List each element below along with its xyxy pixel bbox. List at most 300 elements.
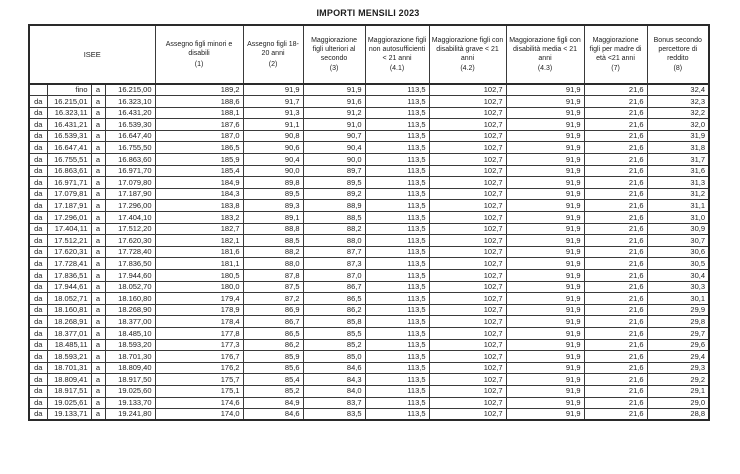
value-cell: 21,6 <box>584 165 647 177</box>
isee-a-cell: a <box>91 270 105 282</box>
value-cell: 88,0 <box>303 235 365 247</box>
isee-to-cell: 18.268,90 <box>105 304 155 316</box>
column-header-label: Maggiorazione figli non autosufficienti < 21 anni <box>367 36 427 62</box>
isee-from-cell: 17.836,51 <box>47 270 91 282</box>
isee-da-cell: da <box>29 281 47 293</box>
value-cell: 113,5 <box>365 212 429 224</box>
value-cell: 113,5 <box>365 246 429 258</box>
table-row <box>29 142 709 154</box>
isee-from-cell: 17.620,31 <box>47 246 91 258</box>
value-cell: 91,9 <box>506 107 584 119</box>
value-cell: 113,5 <box>365 200 429 212</box>
isee-from-cell: 17.404,11 <box>47 223 91 235</box>
value-cell: 31,6 <box>647 165 709 177</box>
isee-from-cell: 16.539,31 <box>47 130 91 142</box>
isee-da-cell: da <box>29 212 47 224</box>
value-cell: 91,9 <box>506 130 584 142</box>
value-cell: 91,9 <box>506 84 584 96</box>
value-cell: 113,5 <box>365 351 429 363</box>
isee-da-cell: da <box>29 258 47 270</box>
value-cell: 91,9 <box>506 200 584 212</box>
isee-to-cell: 17.296,00 <box>105 200 155 212</box>
isee-to-cell: 17.620,30 <box>105 235 155 247</box>
value-cell: 21,6 <box>584 362 647 374</box>
value-cell: 31,2 <box>647 188 709 200</box>
isee-da-cell: da <box>29 246 47 258</box>
isee-da-cell: da <box>29 142 47 154</box>
value-cell: 187,6 <box>155 119 243 131</box>
isee-da-cell: da <box>29 362 47 374</box>
value-cell: 183,8 <box>155 200 243 212</box>
table-row <box>29 327 709 339</box>
value-cell: 91,9 <box>506 119 584 131</box>
value-cell: 91,9 <box>506 316 584 328</box>
value-cell: 87,8 <box>243 270 303 282</box>
value-cell: 189,2 <box>155 84 243 96</box>
table-row <box>29 223 709 235</box>
value-cell: 87,3 <box>303 258 365 270</box>
value-cell: 91,7 <box>243 96 303 108</box>
isee-to-cell: 16.647,40 <box>105 130 155 142</box>
isee-a-cell: a <box>91 142 105 154</box>
isee-da-cell: da <box>29 119 47 131</box>
column-header-label: Maggiorazione figli con disabilità grave < 21 anni <box>431 36 504 62</box>
isee-a-cell: a <box>91 165 105 177</box>
table-row <box>29 362 709 374</box>
value-cell: 113,5 <box>365 374 429 386</box>
table-row <box>29 374 709 386</box>
isee-from-cell: fino <box>47 84 91 96</box>
value-cell: 29,1 <box>647 385 709 397</box>
isee-a-cell: a <box>91 188 105 200</box>
value-cell: 21,6 <box>584 397 647 409</box>
value-cell: 102,7 <box>429 374 506 386</box>
value-cell: 180,5 <box>155 270 243 282</box>
isee-to-cell: 18.052,70 <box>105 281 155 293</box>
value-cell: 186,5 <box>155 142 243 154</box>
isee-da-cell: da <box>29 188 47 200</box>
isee-a-cell: a <box>91 177 105 189</box>
column-header-code: (2) <box>268 60 278 68</box>
table-row <box>29 200 709 212</box>
isee-from-cell: 18.485,11 <box>47 339 91 351</box>
value-cell: 102,7 <box>429 142 506 154</box>
isee-from-cell: 18.268,91 <box>47 316 91 328</box>
value-cell: 102,7 <box>429 362 506 374</box>
isee-da-cell: da <box>29 107 47 119</box>
value-cell: 21,6 <box>584 327 647 339</box>
value-cell: 32,0 <box>647 119 709 131</box>
value-cell: 113,5 <box>365 339 429 351</box>
value-cell: 91,9 <box>506 281 584 293</box>
value-cell: 31,1 <box>647 200 709 212</box>
value-cell: 180,0 <box>155 281 243 293</box>
value-cell: 91,9 <box>243 84 303 96</box>
value-cell: 113,5 <box>365 304 429 316</box>
isee-from-cell: 18.377,01 <box>47 327 91 339</box>
value-cell: 176,2 <box>155 362 243 374</box>
value-cell: 91,2 <box>303 107 365 119</box>
isee-from-cell: 18.809,41 <box>47 374 91 386</box>
value-cell: 21,6 <box>584 258 647 270</box>
value-cell: 91,9 <box>506 385 584 397</box>
value-cell: 29,4 <box>647 351 709 363</box>
value-cell: 31,8 <box>647 142 709 154</box>
column-header-code: (4.2) <box>460 65 475 73</box>
value-cell: 21,6 <box>584 107 647 119</box>
column-header-assegno-minori <box>155 25 243 84</box>
column-header-disabilita-media <box>506 25 584 84</box>
value-cell: 88,2 <box>303 223 365 235</box>
value-cell: 113,5 <box>365 316 429 328</box>
value-cell: 31,7 <box>647 154 709 166</box>
column-header-label: Bonus secondo percettore di reddito <box>653 36 702 62</box>
isee-to-cell: 17.836,50 <box>105 258 155 270</box>
column-header-code: (7) <box>611 65 620 73</box>
value-cell: 91,9 <box>506 327 584 339</box>
value-cell: 29,0 <box>647 397 709 409</box>
value-cell: 89,7 <box>303 165 365 177</box>
header-row <box>29 25 709 84</box>
value-cell: 21,6 <box>584 316 647 328</box>
value-cell: 102,7 <box>429 385 506 397</box>
value-cell: 181,6 <box>155 246 243 258</box>
value-cell: 84,9 <box>243 397 303 409</box>
value-cell: 102,7 <box>429 409 506 421</box>
value-cell: 85,6 <box>243 362 303 374</box>
table-row <box>29 154 709 166</box>
value-cell: 177,3 <box>155 339 243 351</box>
isee-to-cell: 16.323,10 <box>105 96 155 108</box>
value-cell: 102,7 <box>429 188 506 200</box>
value-cell: 102,7 <box>429 223 506 235</box>
value-cell: 21,6 <box>584 281 647 293</box>
isee-to-cell: 17.187,90 <box>105 188 155 200</box>
table-row <box>29 351 709 363</box>
value-cell: 102,7 <box>429 119 506 131</box>
value-cell: 30,9 <box>647 223 709 235</box>
value-cell: 89,2 <box>303 188 365 200</box>
value-cell: 21,6 <box>584 119 647 131</box>
value-cell: 113,5 <box>365 281 429 293</box>
column-header-assegno-18-20 <box>243 25 303 84</box>
isee-to-cell: 17.404,10 <box>105 212 155 224</box>
value-cell: 113,5 <box>365 165 429 177</box>
value-cell: 84,6 <box>243 409 303 421</box>
table-row <box>29 235 709 247</box>
column-header-code: (8) <box>673 65 683 73</box>
value-cell: 21,6 <box>584 130 647 142</box>
value-cell: 185,4 <box>155 165 243 177</box>
isee-to-cell: 16.755,50 <box>105 142 155 154</box>
table-row <box>29 119 709 131</box>
value-cell: 113,5 <box>365 258 429 270</box>
isee-da-cell: da <box>29 130 47 142</box>
value-cell: 31,9 <box>647 130 709 142</box>
value-cell: 87,0 <box>303 270 365 282</box>
isee-da-cell: da <box>29 165 47 177</box>
isee-from-cell: 19.025,61 <box>47 397 91 409</box>
isee-from-cell: 16.215,01 <box>47 96 91 108</box>
value-cell: 21,6 <box>584 142 647 154</box>
value-cell: 91,9 <box>506 96 584 108</box>
isee-a-cell: a <box>91 385 105 397</box>
value-cell: 91,9 <box>506 246 584 258</box>
value-cell: 91,9 <box>506 165 584 177</box>
value-cell: 88,5 <box>303 212 365 224</box>
value-cell: 30,3 <box>647 281 709 293</box>
value-cell: 175,1 <box>155 385 243 397</box>
isee-a-cell: a <box>91 258 105 270</box>
isee-from-cell: 17.187,91 <box>47 200 91 212</box>
table-body <box>29 84 709 420</box>
value-cell: 87,7 <box>303 246 365 258</box>
table-row <box>29 258 709 270</box>
value-cell: 113,5 <box>365 362 429 374</box>
table-row <box>29 270 709 282</box>
isee-from-cell: 18.160,81 <box>47 304 91 316</box>
value-cell: 30,6 <box>647 246 709 258</box>
table-row <box>29 281 709 293</box>
isee-from-cell: 16.323,11 <box>47 107 91 119</box>
value-cell: 181,1 <box>155 258 243 270</box>
isee-from-cell: 16.431,21 <box>47 119 91 131</box>
table-row <box>29 177 709 189</box>
isee-a-cell: a <box>91 246 105 258</box>
isee-from-cell: 17.512,21 <box>47 235 91 247</box>
isee-to-cell: 18.593,20 <box>105 339 155 351</box>
isee-to-cell: 18.701,30 <box>105 351 155 363</box>
isee-to-cell: 19.025,60 <box>105 385 155 397</box>
value-cell: 85,2 <box>243 385 303 397</box>
value-cell: 102,7 <box>429 165 506 177</box>
table-row <box>29 409 709 421</box>
value-cell: 29,8 <box>647 316 709 328</box>
value-cell: 182,7 <box>155 223 243 235</box>
value-cell: 183,2 <box>155 212 243 224</box>
value-cell: 21,6 <box>584 409 647 421</box>
value-cell: 21,6 <box>584 96 647 108</box>
value-cell: 85,0 <box>303 351 365 363</box>
column-header-label: Assegno figli 18-20 anni <box>247 41 299 58</box>
value-cell: 102,7 <box>429 351 506 363</box>
isee-to-cell: 16.971,70 <box>105 165 155 177</box>
isee-from-cell: 16.647,41 <box>47 142 91 154</box>
value-cell: 91,0 <box>303 119 365 131</box>
value-cell: 188,1 <box>155 107 243 119</box>
column-header-maggiorazione-ulteriori <box>303 25 365 84</box>
value-cell: 91,9 <box>506 362 584 374</box>
value-cell: 21,6 <box>584 235 647 247</box>
column-header-madre-under-21 <box>584 25 647 84</box>
value-cell: 21,6 <box>584 212 647 224</box>
value-cell: 29,6 <box>647 339 709 351</box>
table-row <box>29 397 709 409</box>
isee-a-cell: a <box>91 154 105 166</box>
value-cell: 184,3 <box>155 188 243 200</box>
isee-da-cell: da <box>29 385 47 397</box>
table-header <box>29 25 709 84</box>
table-row <box>29 316 709 328</box>
isee-from-cell: 17.296,01 <box>47 212 91 224</box>
value-cell: 113,5 <box>365 327 429 339</box>
value-cell: 32,4 <box>647 84 709 96</box>
value-cell: 90,0 <box>243 165 303 177</box>
table-row <box>29 107 709 119</box>
value-cell: 21,6 <box>584 385 647 397</box>
value-cell: 29,7 <box>647 327 709 339</box>
table-row <box>29 212 709 224</box>
value-cell: 30,1 <box>647 293 709 305</box>
isee-to-cell: 18.377,00 <box>105 316 155 328</box>
value-cell: 30,7 <box>647 235 709 247</box>
isee-da-cell: da <box>29 293 47 305</box>
value-cell: 113,5 <box>365 107 429 119</box>
value-cell: 88,9 <box>303 200 365 212</box>
value-cell: 113,5 <box>365 177 429 189</box>
value-cell: 29,9 <box>647 304 709 316</box>
isee-a-cell: a <box>91 351 105 363</box>
isee-a-cell: a <box>91 200 105 212</box>
column-header-bonus-secondo-percettore <box>647 25 709 84</box>
column-header-code: (4.3) <box>537 65 553 73</box>
value-cell: 86,9 <box>243 304 303 316</box>
isee-a-cell: a <box>91 96 105 108</box>
isee-from-cell: 17.728,41 <box>47 258 91 270</box>
value-cell: 91,9 <box>506 351 584 363</box>
column-header-label: Maggiorazione figli ulteriori al secondo <box>311 36 357 62</box>
value-cell: 102,7 <box>429 177 506 189</box>
isee-da-cell: da <box>29 339 47 351</box>
value-cell: 91,9 <box>506 304 584 316</box>
isee-a-cell: a <box>91 84 105 96</box>
table-row <box>29 188 709 200</box>
column-header-code: (4.1) <box>389 65 405 73</box>
value-cell: 89,5 <box>303 177 365 189</box>
value-cell: 113,5 <box>365 223 429 235</box>
value-cell: 21,6 <box>584 177 647 189</box>
value-cell: 179,4 <box>155 293 243 305</box>
isee-a-cell: a <box>91 107 105 119</box>
isee-da-cell: da <box>29 270 47 282</box>
isee-to-cell: 17.079,80 <box>105 177 155 189</box>
isee-from-cell: 16.971,71 <box>47 177 91 189</box>
value-cell: 184,9 <box>155 177 243 189</box>
value-cell: 21,6 <box>584 188 647 200</box>
isee-a-cell: a <box>91 119 105 131</box>
value-cell: 21,6 <box>584 374 647 386</box>
value-cell: 91,9 <box>506 409 584 421</box>
value-cell: 21,6 <box>584 200 647 212</box>
table-row <box>29 96 709 108</box>
value-cell: 89,1 <box>243 212 303 224</box>
table-row <box>29 165 709 177</box>
value-cell: 177,8 <box>155 327 243 339</box>
isee-a-cell: a <box>91 130 105 142</box>
value-cell: 84,6 <box>303 362 365 374</box>
value-cell: 91,9 <box>506 258 584 270</box>
isee-a-cell: a <box>91 212 105 224</box>
value-cell: 113,5 <box>365 154 429 166</box>
isee-to-cell: 19.133,70 <box>105 397 155 409</box>
isee-a-cell: a <box>91 281 105 293</box>
value-cell: 86,2 <box>303 304 365 316</box>
value-cell: 89,3 <box>243 200 303 212</box>
value-cell: 102,7 <box>429 281 506 293</box>
value-cell: 86,5 <box>243 327 303 339</box>
table-row <box>29 130 709 142</box>
value-cell: 91,9 <box>506 223 584 235</box>
value-cell: 90,6 <box>243 142 303 154</box>
value-cell: 91,9 <box>506 293 584 305</box>
isee-from-cell: 17.944,61 <box>47 281 91 293</box>
value-cell: 102,7 <box>429 316 506 328</box>
value-cell: 113,5 <box>365 397 429 409</box>
value-cell: 30,5 <box>647 258 709 270</box>
page-title: IMPORTI MENSILI 2023 <box>316 8 420 18</box>
value-cell: 88,2 <box>243 246 303 258</box>
isee-da-cell: da <box>29 96 47 108</box>
isee-a-cell: a <box>91 397 105 409</box>
value-cell: 102,7 <box>429 154 506 166</box>
column-header-label: Assegno figli minori e disabili <box>165 41 233 58</box>
table-row <box>29 246 709 258</box>
value-cell: 91,9 <box>303 84 365 96</box>
value-cell: 29,2 <box>647 374 709 386</box>
value-cell: 174,0 <box>155 409 243 421</box>
isee-da-cell: da <box>29 154 47 166</box>
value-cell: 85,2 <box>303 339 365 351</box>
value-cell: 90,8 <box>243 130 303 142</box>
value-cell: 113,5 <box>365 385 429 397</box>
isee-da-cell: da <box>29 374 47 386</box>
value-cell: 21,6 <box>584 246 647 258</box>
column-header-code: (3) <box>329 65 339 73</box>
isee-to-cell: 19.241,80 <box>105 409 155 421</box>
value-cell: 83,7 <box>303 397 365 409</box>
isee-to-cell: 18.917,50 <box>105 374 155 386</box>
value-cell: 188,6 <box>155 96 243 108</box>
value-cell: 176,7 <box>155 351 243 363</box>
value-cell: 91,9 <box>506 142 584 154</box>
value-cell: 174,6 <box>155 397 243 409</box>
value-cell: 102,7 <box>429 246 506 258</box>
isee-a-cell: a <box>91 235 105 247</box>
value-cell: 102,7 <box>429 293 506 305</box>
value-cell: 91,9 <box>506 374 584 386</box>
isee-a-cell: a <box>91 327 105 339</box>
value-cell: 83,5 <box>303 409 365 421</box>
isee-da-cell: da <box>29 409 47 421</box>
value-cell: 102,7 <box>429 84 506 96</box>
value-cell: 102,7 <box>429 212 506 224</box>
value-cell: 91,3 <box>243 107 303 119</box>
column-header-label: Maggiorazione figli per madre di età <21 anni <box>589 36 642 62</box>
value-cell: 182,1 <box>155 235 243 247</box>
value-cell: 84,0 <box>303 385 365 397</box>
value-cell: 90,0 <box>303 154 365 166</box>
column-header-label: Maggiorazione figli con disabilità media < 21 anni <box>509 36 581 62</box>
value-cell: 88,5 <box>243 235 303 247</box>
isee-group-header: ISEE <box>29 25 155 84</box>
isee-from-cell: 16.863,61 <box>47 165 91 177</box>
value-cell: 32,3 <box>647 96 709 108</box>
value-cell: 91,9 <box>506 397 584 409</box>
value-cell: 86,7 <box>303 281 365 293</box>
isee-a-cell: a <box>91 293 105 305</box>
value-cell: 85,9 <box>243 351 303 363</box>
isee-from-cell: 19.133,71 <box>47 409 91 421</box>
